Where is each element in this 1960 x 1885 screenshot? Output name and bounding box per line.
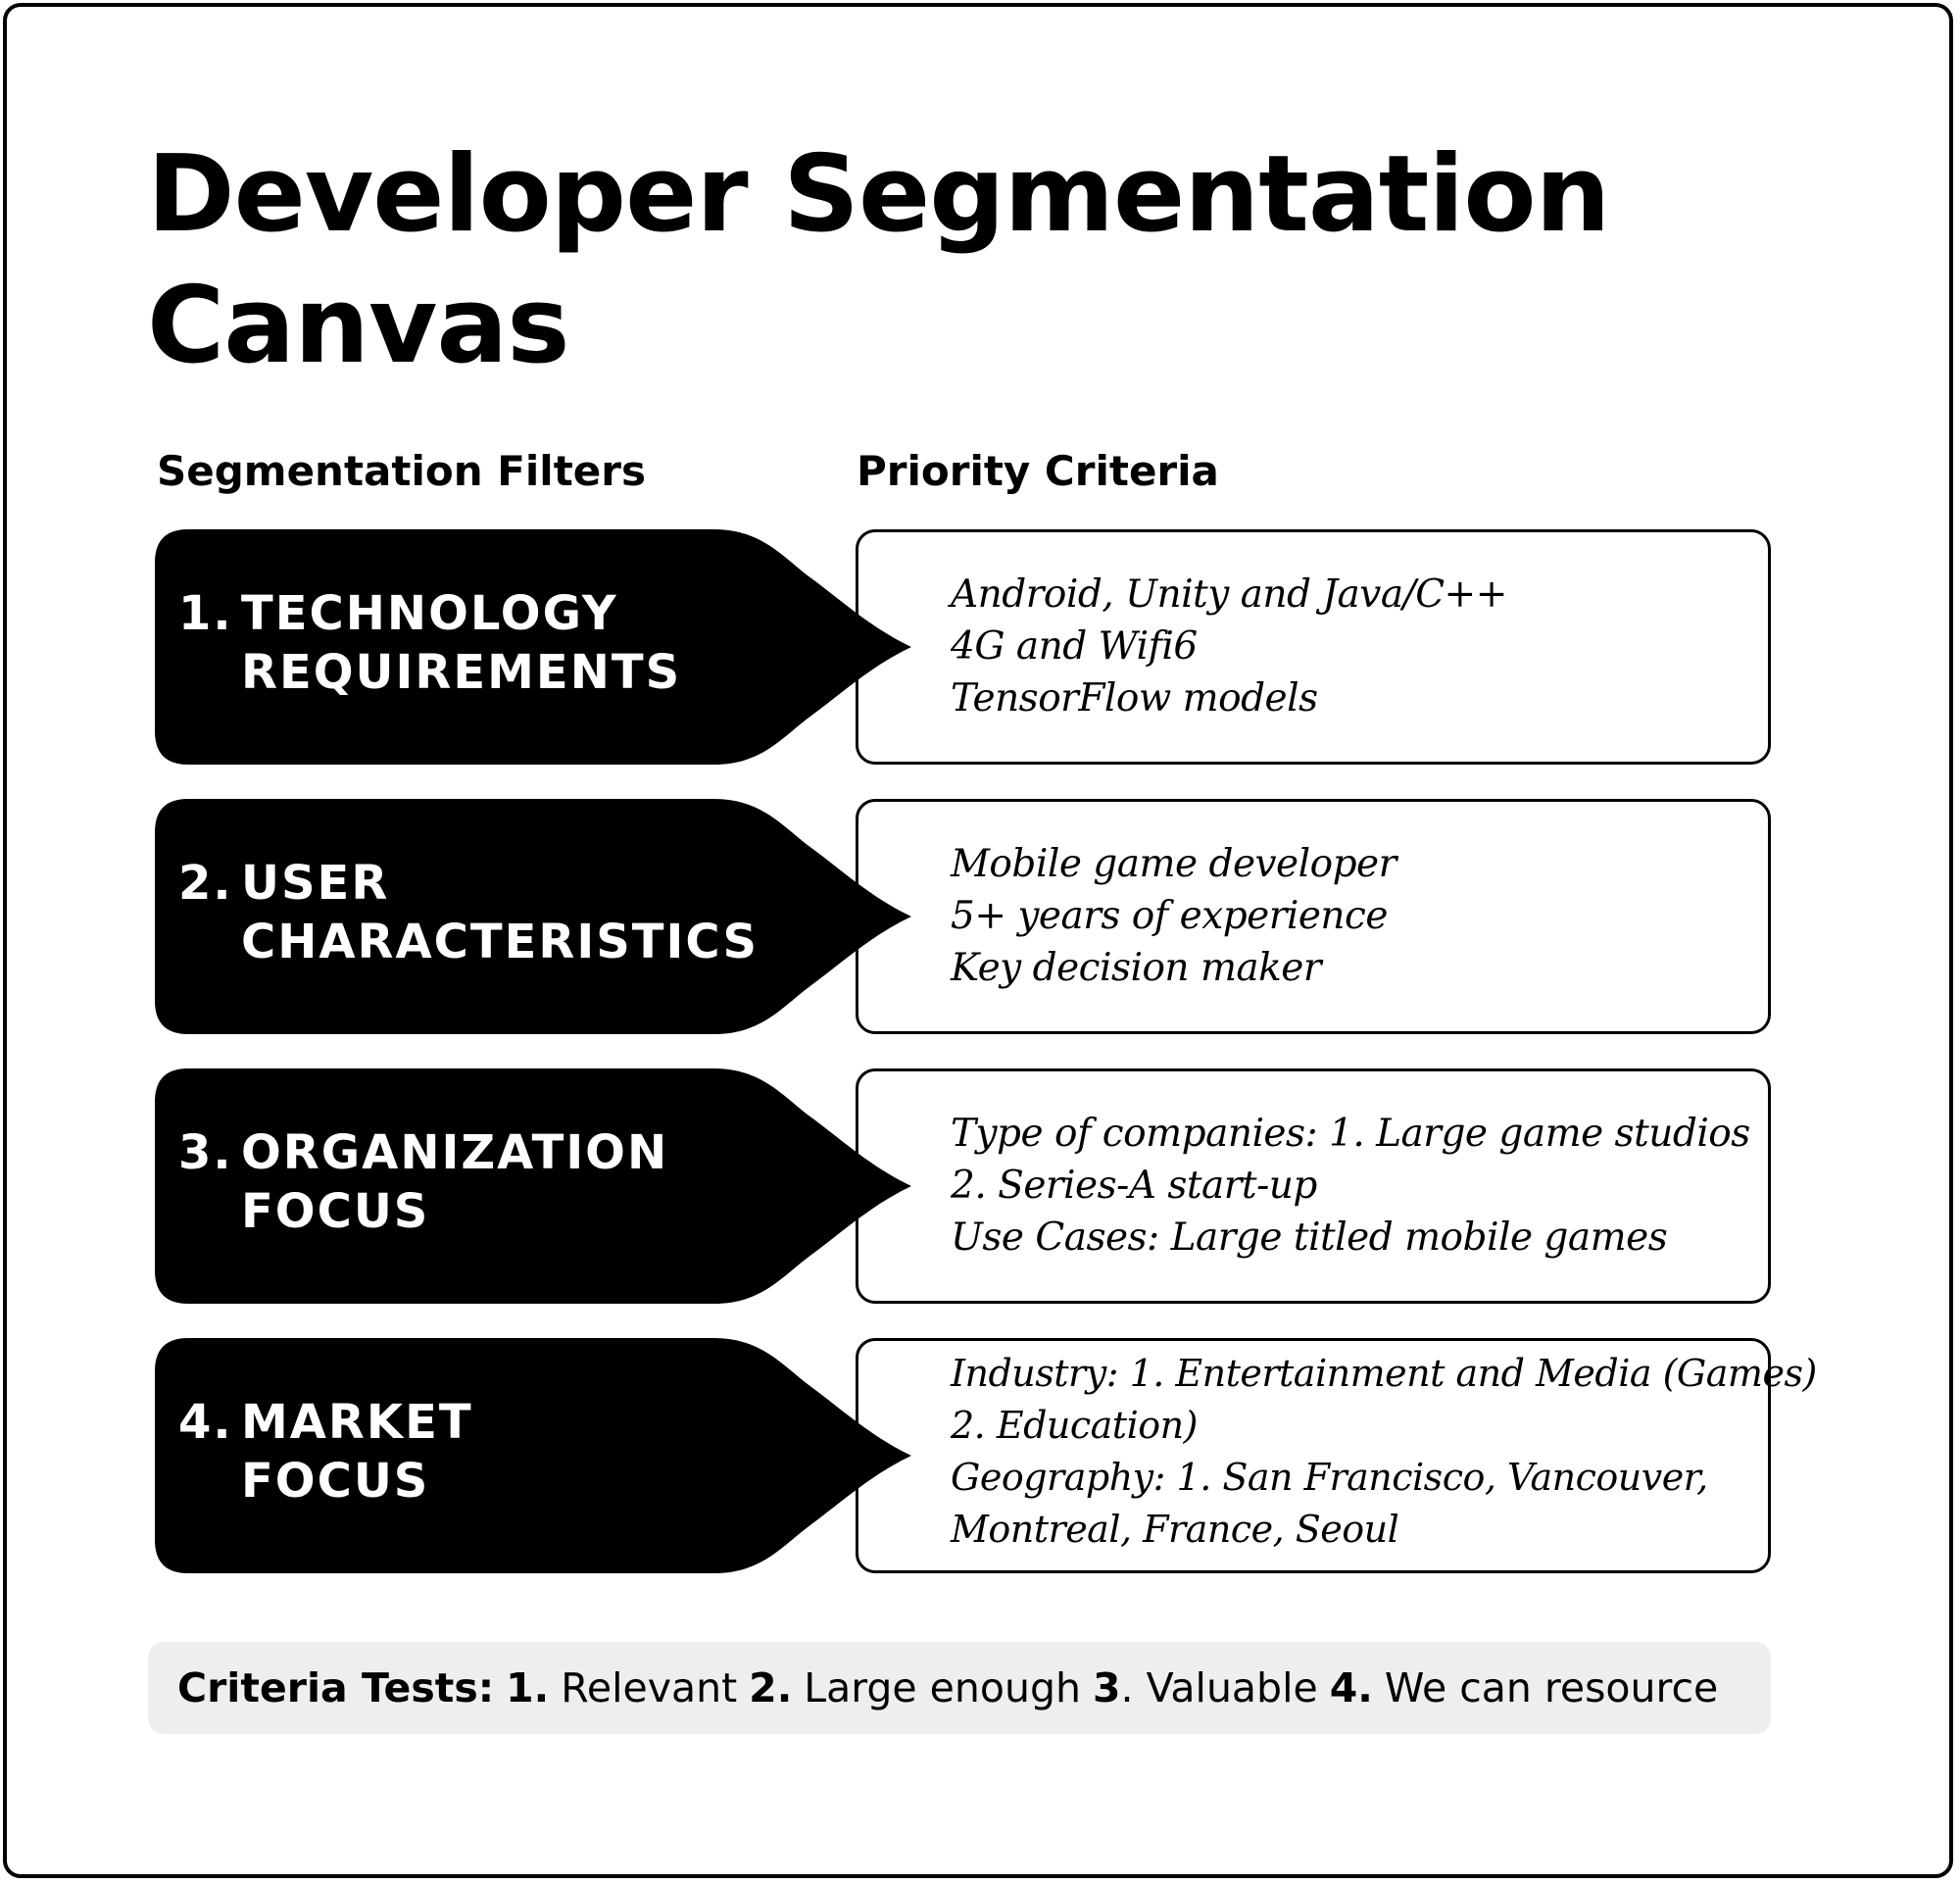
filter-title-line-2: FOCUS	[241, 1184, 430, 1239]
filter-label	[178, 854, 786, 971]
criteria-line: Key decision maker	[951, 946, 1322, 990]
criteria-test-text: Relevant	[561, 1664, 738, 1711]
criteria-test-number: 1.	[506, 1664, 550, 1711]
criteria-line: Montreal, France, Seoul	[951, 1508, 1399, 1551]
criteria-test-number: 4.	[1329, 1664, 1373, 1711]
filter-label	[178, 584, 786, 702]
filter-title-line-1: TECHNOLOGY	[241, 586, 618, 641]
criteria-list	[951, 1108, 1813, 1264]
title-line-1: Developer Segmentation	[147, 133, 1610, 256]
filter-number: 1.	[178, 586, 233, 641]
page-title	[147, 129, 1813, 392]
filter-number: 4.	[178, 1395, 233, 1450]
filter-title-line-2: REQUIREMENTS	[241, 645, 682, 700]
filter-title-line-1: ORGANIZATION	[241, 1125, 669, 1180]
segment-row-technology	[0, 529, 1960, 765]
filter-title	[241, 584, 681, 702]
segment-row-user	[0, 799, 1960, 1034]
criteria-test-text: . Valuable	[1120, 1664, 1318, 1711]
filter-title	[241, 1393, 473, 1511]
criteria-line: 2. Education)	[951, 1404, 1198, 1447]
priority-criteria-header: Priority Criteria	[857, 447, 1219, 495]
filter-title-line-1: USER	[241, 856, 390, 911]
criteria-line: 2. Series-A start-up	[951, 1164, 1317, 1208]
segmentation-filters-header: Segmentation Filters	[157, 447, 646, 495]
filter-title	[241, 1123, 668, 1241]
criteria-list	[951, 569, 1813, 724]
criteria-test-text: Large enough	[804, 1664, 1081, 1711]
criteria-line: Geography: 1. San Francisco, Vancouver,	[951, 1456, 1708, 1499]
criteria-test-number: 2.	[749, 1664, 793, 1711]
segment-row-market	[0, 1338, 1960, 1573]
criteria-tests-bar	[148, 1642, 1771, 1734]
filter-number: 3.	[178, 1125, 233, 1180]
filter-label	[178, 1393, 786, 1511]
criteria-line: 4G and Wifi6	[951, 624, 1198, 669]
criteria-line: Type of companies: 1. Large game studios	[951, 1112, 1750, 1156]
filter-number: 2.	[178, 856, 233, 911]
segment-row-organization	[0, 1068, 1960, 1304]
criteria-line: 5+ years of experience	[951, 894, 1388, 938]
criteria-line: Android, Unity and Java/C++	[951, 572, 1507, 617]
criteria-line: Industry: 1. Entertainment and Media (Games)	[951, 1352, 1817, 1395]
title-line-2: Canvas	[147, 265, 569, 387]
filter-title-line-2: CHARACTERISTICS	[241, 915, 760, 969]
criteria-test-text: We can resource	[1384, 1664, 1719, 1711]
criteria-line: Use Cases: Large titled mobile games	[951, 1215, 1668, 1260]
filter-label	[178, 1123, 786, 1241]
criteria-tests-label: Criteria Tests:	[177, 1664, 495, 1711]
filter-title	[241, 854, 759, 971]
criteria-test-number: 3	[1092, 1664, 1121, 1711]
filter-title-line-1: MARKET	[241, 1395, 473, 1450]
criteria-list	[951, 1348, 1817, 1556]
criteria-line: Mobile game developer	[951, 842, 1396, 886]
filter-title-line-2: FOCUS	[241, 1454, 430, 1509]
criteria-line: TensorFlow models	[951, 676, 1318, 720]
criteria-list	[951, 838, 1813, 994]
